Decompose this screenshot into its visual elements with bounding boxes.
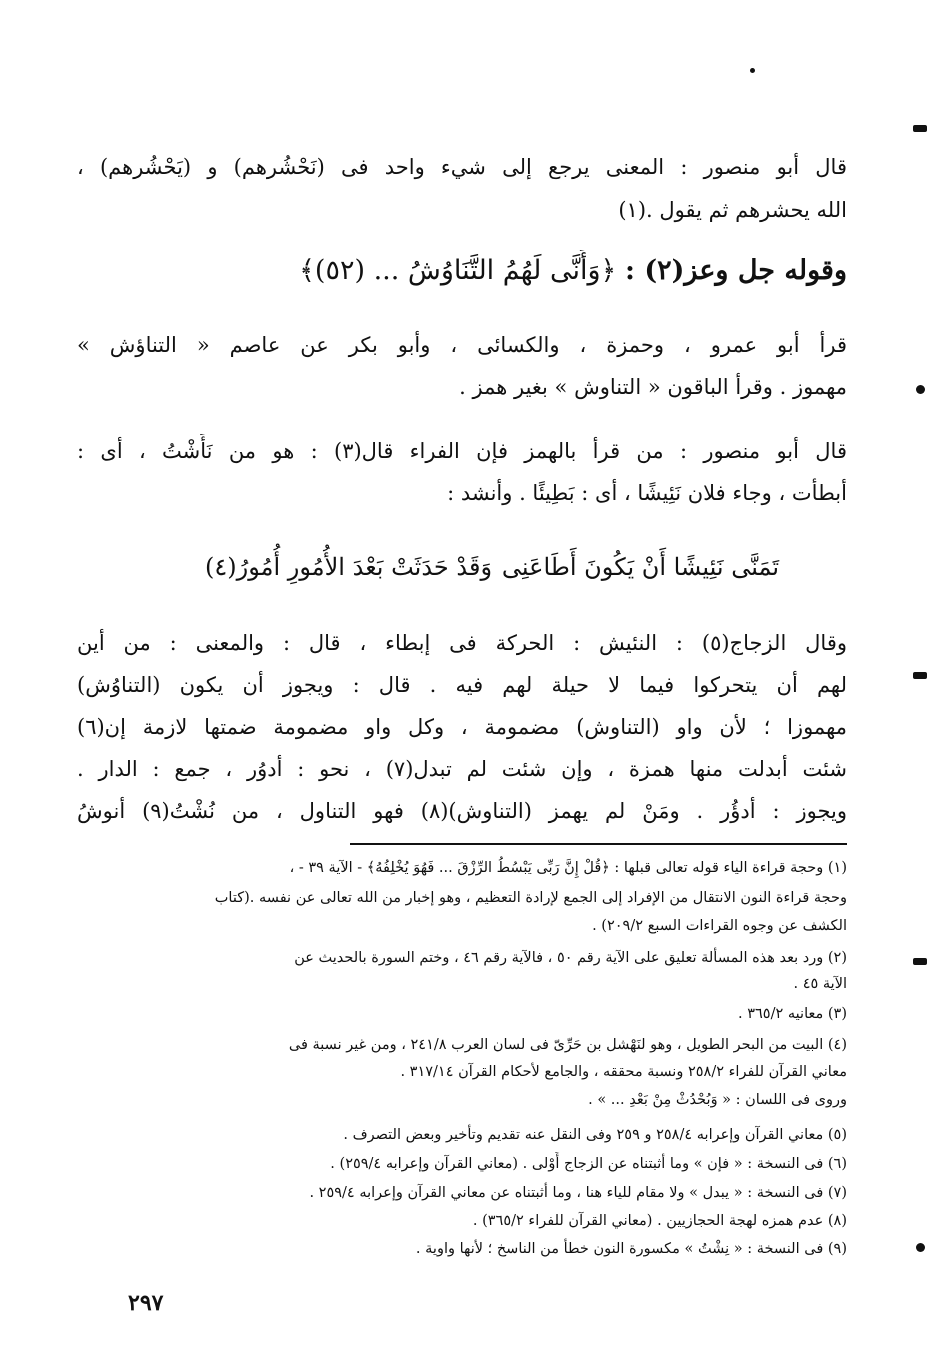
footnote-4-line-3: وروى فى اللسان : « وَبُحْدُثْ مِنْ بَعْدِ ... » . (588, 1092, 847, 1108)
footnote-8: (٨) عدم همزه لهجة الحجازيين . (معاني القرآن للفراء ٣٦٥/٢) . (472, 1213, 847, 1229)
verse-heading (247, 250, 847, 292)
paragraph-4-line-1: وقال الزجاج(٥) : النئيش : الحركة فى إبطاء ، قال : والمعنى : من أين (77, 631, 847, 655)
paragraph-4-line-4: شئت أبدلت منها همزة ، وإن شئت لم تبدل(٧) ، نحو : أدوُر ، جمع : الدار . (77, 757, 847, 781)
binding-mark-4 (913, 958, 927, 965)
paragraph-1-line-1 (77, 150, 847, 184)
paragraph-4-line-5: ويجوز : أدؤُر . ومَنْ لم يهمز (التناوش)(٨) فهو التناول ، من نُشْتُ(٩) أنوشُ (77, 799, 847, 823)
footnote-7: (٧) فى النسخة : « يبدل » ولا مقام للياء هنا ، وما أثبتناه عن معاني القرآن وإعرابه ٢٥٩/٤ . (309, 1185, 847, 1201)
paragraph-3-line-1: قال أبو منصور : من قرأ بالهمز فإن الفراء قال(٣) : هو من نَأَشْتُ ، أى : (77, 439, 847, 463)
footnote-4-line-2: معاني القرآن للفراء ٢٥٨/٢ ونسبة محققه ، والجامع لأحكام القرآن ٣١٧/١٤ . (400, 1064, 847, 1080)
page-number: ٢٩٧ (128, 1290, 164, 1316)
poem-hemistich-1: تَمَنَّى نَئِيشًا أَنْ يَكُونَ أَطَاعَنِى (501, 553, 779, 581)
binding-mark-3 (913, 672, 927, 679)
paragraph-1-text: قال أبو منصور : المعنى يرجع إلى شيء واحد فى (نَحْشُرهم) و (يَحْشُرهم) ، (77, 155, 847, 179)
footnote-4-line-1: (٤) البيت من البحر الطويل ، وهو لنَهْشل بن حَرِّىّ فى لسان العرب ٢٤١/٨ ، ومن غير نسبة فى (288, 1037, 847, 1053)
paragraph-2-line-1: قرأ أبو عمرو ، وحمزة ، والكسائى ، وأبو بكر عن عاصم « التناؤش » (77, 333, 847, 357)
poem-hemistich-2: وَقَدْ حَدَثَتْ بَعْدَ الأُمُورِ أُمُورُ(٤) (205, 553, 493, 581)
footnote-9: (٩) فى النسخة : « نِشْتُ » مكسورة النون خطأ من الناسخ ؛ لأنها واوية . (415, 1241, 847, 1257)
verse-heading-prefix: وقوله جل وعز(٢) : (624, 255, 847, 286)
paragraph-3-line-2: أبطأت ، وجاء فلان نَئِيشًا ، أى : بَطِيئًا . وأنشد : (447, 481, 847, 505)
footnote-2-line-1: (٢) ورد بعد هذه المسألة تعليق على الآية رقم ٥٠ ، فالآية رقم ٤٦ ، وختم السورة بالحديث عن (294, 950, 847, 966)
scan-speck (750, 68, 755, 73)
binding-mark-5 (916, 1243, 925, 1252)
paragraph-4-line-2: لهم أن يتحركوا فيما لا حيلة لهم فيه . قال : ويجوز أن يكون (التناوُش) (77, 673, 847, 697)
footnote-5: (٥) معاني القرآن وإعرابه ٢٥٨/٤ و ٢٥٩ وفى النقل عنه تقديم وتأخير وبعض التصرف . (343, 1127, 847, 1143)
binding-mark-1 (913, 125, 927, 132)
footnote-1-line-2: وحجة قراءة النون الانتقال من الإفراد إلى الجمع لإرادة التعظيم ، وهو إخبار من الله تعالى عن نفسه .(كتاب (214, 890, 847, 906)
footnote-divider (350, 843, 847, 845)
footnote-1-line-1: (١) وحجة قراءة الياء قوله تعالى قبلها : ﴿قُلْ إِنَّ رَبِّى يَبْسُطُ الرِّزْقَ ... فَهُوَ يُخْلِفُهُ﴾ - الآية ٣٩ - ، (289, 860, 847, 876)
footnote-2-line-2: الآية ٤٥ . (793, 976, 847, 992)
paragraph-2-line-2: مهموز . وقرأ الباقون « التناوش » بغير همز . (459, 375, 847, 399)
footnote-3: (٣) معانيه ٣٦٥/٢ . (738, 1006, 847, 1022)
footnote-6: (٦) فى النسخة : « فإن » وما أثبتناه عن الزجاج أَوْلى . (معاني القرآن وإعرابه ٢٥٩/٤) . (330, 1156, 847, 1172)
footnote-1-line-3: الكشف عن وجوه القراءات السبع ٢٠٩/٢) . (592, 918, 847, 934)
binding-mark-2 (916, 385, 925, 394)
paragraph-1-line-2: الله يحشرهم ثم يقول .(١) (618, 198, 847, 222)
paragraph-4-line-3: مهموزا ؛ لأن واو (التناوش) مضمومة ، وكل واو مضمومة ضمتها لازمة إن(٦) (77, 715, 847, 739)
quran-verse: ﴿وَأَنَّى لَهُمُ التَّنَاوُشُ ... (٥٢)﴾ (299, 255, 617, 286)
